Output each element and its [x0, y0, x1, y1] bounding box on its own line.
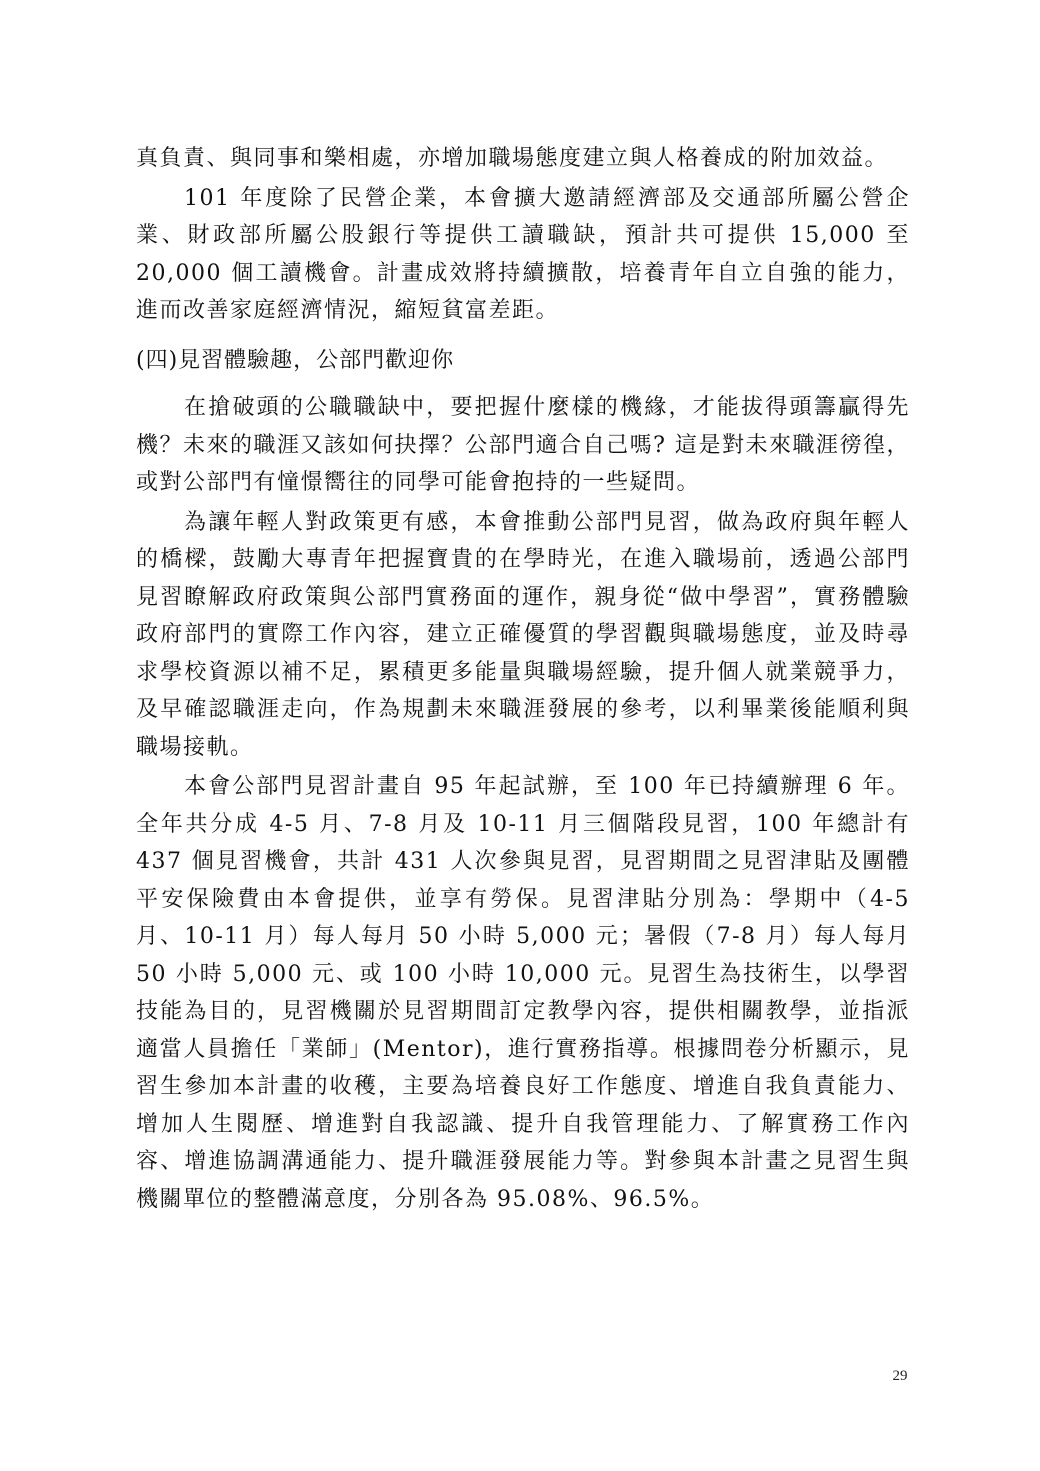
- document-body: [136, 140, 910, 1218]
- page-number: 29: [892, 1368, 908, 1384]
- paragraph-continuation: 真負責、與同事和樂相處，亦增加職場態度建立與人格養成的附加效益。: [136, 146, 889, 171]
- paragraph-part-time-jobs: 101 年度除了民營企業，本會擴大邀請經濟部及交通部所屬公營企業、財政部所屬公股銀行等提供工讀職缺，預計共可提供 15,000 至 20,000 個工讀機會。計畫成效將持續擴散，培養青年自立自強的能力，進而改善家庭經濟情況，縮短貧富差距。: [136, 185, 910, 323]
- paragraph-internship-purpose: 為讓年輕人對政策更有感，本會推動公部門見習，做為政府與年輕人的橋樑，鼓勵大專青年把握寶貴的在學時光，在進入職場前，透過公部門見習瞭解政府政策與公部門實務面的運作，親身從“做中學習”，實務體驗政府部門的實際工作內容，建立正確優質的學習觀與職場態度，並及時尋求學校資源以補不足，累積更多能量與職場經驗，提升個人就業競爭力，及早確認職涯走向，作為規劃未來職涯發展的參考，以利畢業後能順利與職場接軌。: [136, 509, 910, 760]
- section-heading: (四)見習體驗趣，公部門歡迎你: [136, 347, 455, 373]
- paragraph-internship-results: 本會公部門見習計畫自 95 年起試辦，至 100 年已持續辦理 6 年。全年共分成 4-5 月、7-8 月及 10-11 月三個階段見習，100 年總計有 437 個見習機會，共計 431 人次參與見習，見習期間之見習津貼及團體平安保險費由本會提供，並享有勞保。見習津貼分別為：學期中（4-5 月、10-11 月）每人每月 50 小時 5,000 元；暑假（7-8 月）每人每月 50 小時 5,000 元、或 100 小時 10,000 元。見習生為技術生，以學習技能為目的，見習機關於見習期間訂定教學內容，提供相關教學，並指派適當人員擔任「業師」(Mentor)，進行實務指導。根據問卷分析顯示，見習生參加本計畫的收穫，主要為培養良好工作態度、增進自我負責能力、增加人生閱歷、增進對自我認識、提升自我管理能力、了解實務工作內容、增進協調溝通能力、提升職涯發展能力等。對參與本計畫之見習生與機關單位的整體滿意度，分別各為 95.08%、96.5%。: [136, 774, 910, 1212]
- paragraph-career-questions: 在搶破頭的公職職缺中，要把握什麼樣的機緣，才能拔得頭籌贏得先機？未來的職涯又該如何抉擇？公部門適合自己嗎? 這是對未來職涯徬徨，或對公部門有憧憬嚮往的同學可能會抱持的一些疑問。: [136, 395, 910, 495]
